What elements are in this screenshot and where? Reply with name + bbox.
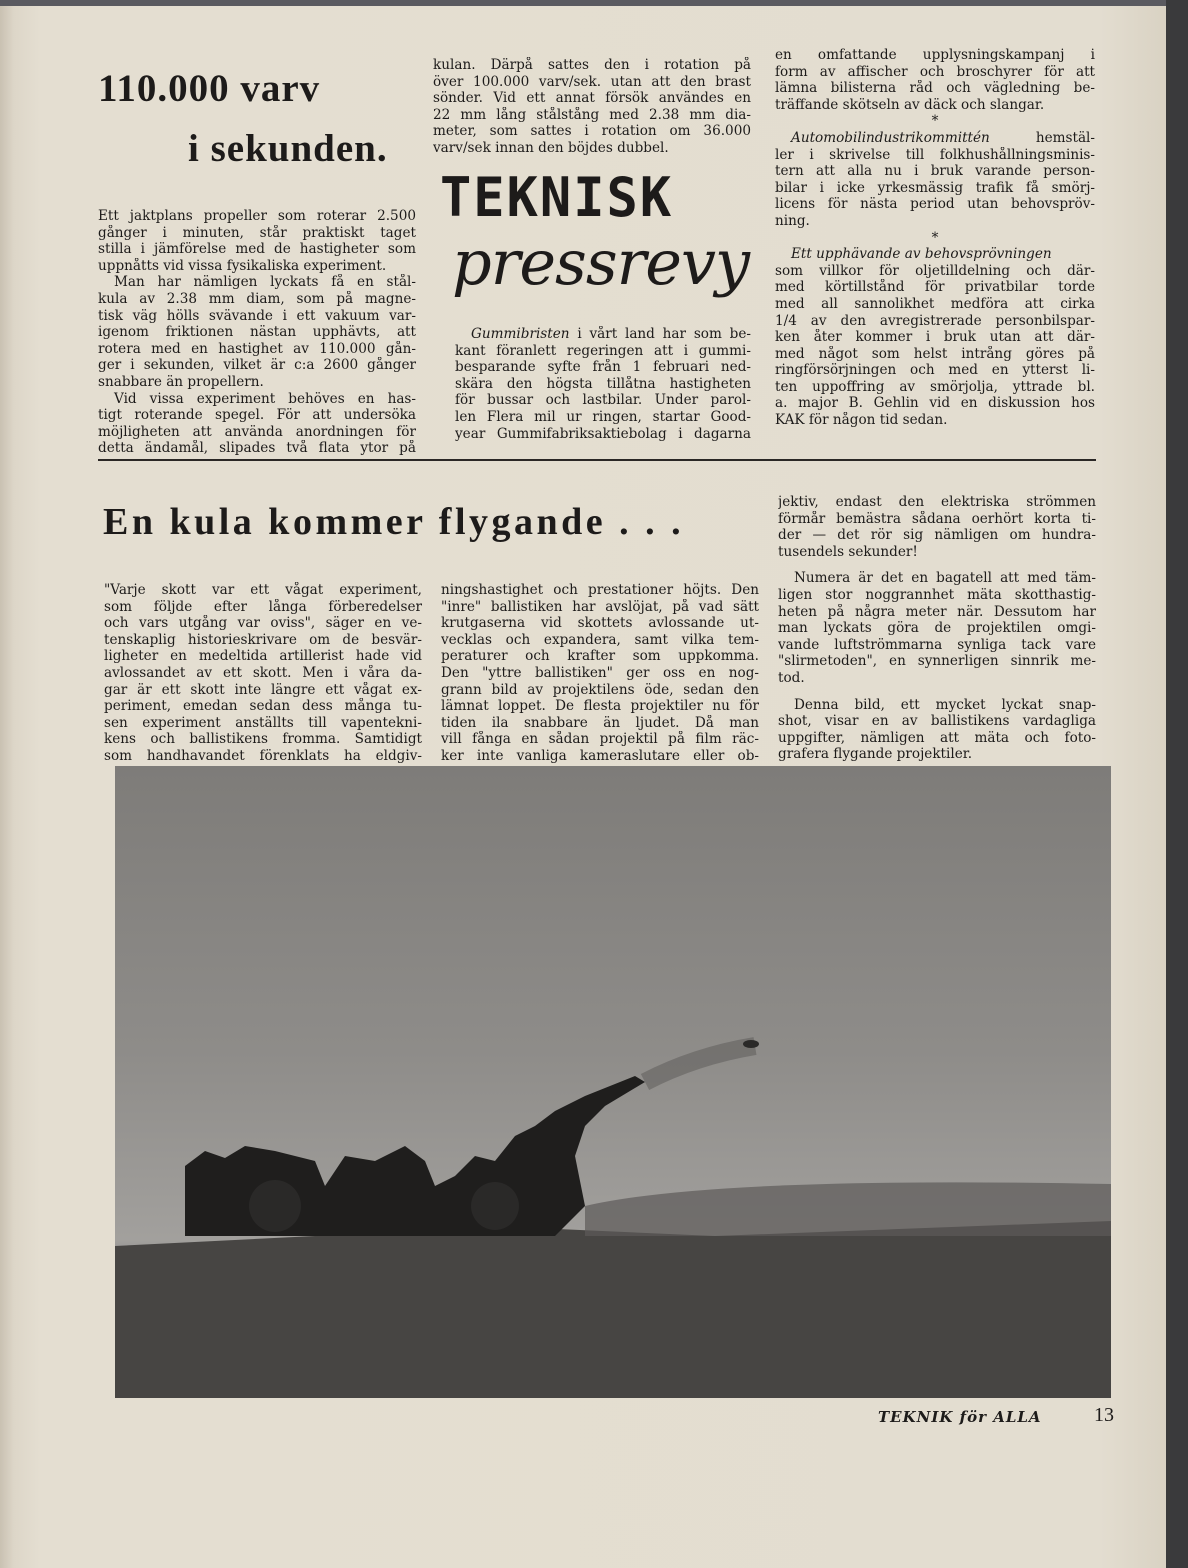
text-line: year Gummifabriksaktiebolag i dagarna: [455, 425, 751, 442]
text-line: ligen stor noggrannhet mäta skotthastig-: [778, 586, 1096, 603]
text-line-rest: hemstäl-: [989, 129, 1095, 146]
text-line: uppnåtts vid vissa fysikaliska experiment.: [98, 257, 387, 274]
text-line: form av affischer och broschyrer för att: [775, 63, 1095, 80]
text-line: Man har nämligen lyckats få en stål-: [114, 274, 416, 291]
text-line: över 100.000 varv/sek. utan att den brast: [433, 73, 751, 90]
page-number: 13: [1094, 1404, 1114, 1426]
article2-title: En kula kommer flygande . . .: [103, 501, 685, 543]
text-line: ringförsörjningen och med en ytterst li-: [775, 362, 1095, 379]
separator-asterisk: *: [931, 113, 939, 130]
text-line: avlossandet av ett skott. Men i våra da-: [104, 664, 422, 681]
text-line: KAK för någon tid sedan.: [775, 412, 948, 429]
lead-phrase: Gummibristen: [471, 326, 570, 342]
magazine-name: TEKNIK för ALLA: [878, 1408, 1042, 1426]
article1-title-line2: i sekunden.: [188, 127, 388, 170]
text-line: lämna bilisterna råd och vägledning be-: [775, 80, 1095, 97]
text-line: Den "yttre ballistiken" ger oss en nog-: [441, 664, 759, 681]
text-line: rotera med en hastighet av 110.000 gån-: [98, 340, 416, 357]
article2-column-3: [778, 494, 1096, 763]
article1-title-line1: 110.000 varv: [98, 67, 321, 110]
text-line: ker inte vanliga kameraslutare eller ob-: [441, 747, 759, 764]
text-line: med körtillstånd för privatbilar torde: [775, 279, 1095, 296]
pressrevy-logo-teknisk: TEKNISK: [440, 166, 674, 230]
text-line: "Varje skott var ett vågat experiment,: [104, 582, 422, 598]
text-line: ningshastighet och prestationer höjts. Den: [441, 582, 759, 598]
text-line: [775, 246, 1095, 263]
pressrevy-logo-script: pressrevy: [452, 226, 750, 299]
text-line: peraturer och krafter som uppkomma.: [441, 648, 759, 665]
text-line: bilar i icke yrkesmässig trafik få smörj-: [775, 179, 1095, 196]
text-line: vill fånga en sådan projektil på film räc-: [441, 731, 759, 748]
artillery-photo: [115, 766, 1111, 1398]
text-line: periment, emedan sedan dess många tu-: [104, 698, 422, 715]
text-line: gar är ett skott inte längre ett vågat ex-: [104, 681, 422, 698]
separator-asterisk: *: [931, 229, 939, 246]
text-line: uppgifter, nämligen att mäta och foto-: [778, 729, 1096, 746]
text-line: [455, 326, 751, 343]
text-line: man lyckats göra de projektilen omgi-: [778, 620, 1096, 637]
text-line: förmår bemästra sådana oerhört korta ti-: [778, 510, 1096, 527]
text-line: gånger i minuten, står praktiskt taget: [98, 224, 416, 241]
text-line: kulan. Därpå sattes den i rotation på: [433, 57, 751, 73]
text-line: kula av 2.38 mm diam, som på magne-: [98, 290, 416, 307]
text-line: snabbare än propellern.: [98, 373, 264, 390]
article2-column-2: [441, 582, 759, 765]
article2-column-1: [104, 582, 422, 765]
text-line: Denna bild, ett mycket lyckat snap-: [794, 696, 1096, 713]
text-line: tern att alla nu i bruk varande person-: [775, 163, 1095, 180]
text-line: shot, visar en av ballistikens vardagliga: [778, 713, 1096, 730]
text-line: grafera flygande projektiler.: [778, 746, 973, 763]
text-line: ken åter kommer i bruk utan att där-: [775, 329, 1095, 346]
artillery-silhouette: [115, 766, 1111, 1398]
text-line: 22 mm lång stålstång med 2.38 mm dia-: [433, 106, 751, 123]
text-line: kant föranlett regeringen att i gummi-: [455, 342, 751, 359]
text-line: len Flera mil ur ringen, startar Good-: [455, 408, 751, 425]
text-line: der — det rör sig nämligen om hundra-: [778, 527, 1096, 544]
scan-edge: [0, 0, 1166, 6]
text-line: sen experiment anställts till vapentekni-: [104, 714, 422, 731]
text-line: heten på några meter när. Dessutom har: [778, 603, 1096, 620]
article1-column-1: [98, 208, 416, 457]
text-line: tisk väg hölls svävande i ett vakuum var-: [98, 307, 416, 324]
text-line: med all sannolikhet medföra att cirka: [775, 295, 1095, 312]
text-line: igenom friktionen nästan upphävts, att: [98, 324, 416, 341]
text-line: sönder. Vid ett annat försök användes en: [433, 90, 751, 107]
text-line: a. major B. Gehlin vid en diskussion hos: [775, 395, 1095, 412]
text-line: tod.: [778, 669, 805, 686]
text-line: ning.: [775, 212, 810, 229]
lead-phrase: Ett upphävande av behovsprövningen: [791, 246, 1052, 263]
text-line: som handhavandet förenklats ha eldgiv-: [104, 747, 422, 764]
text-line: som följde efter långa förberedelser: [104, 598, 422, 615]
text-line: Ett jaktplans propeller som roterar 2.500: [98, 208, 416, 224]
text-line: ger i sekunden, vilket är c:a 2600 gånger: [98, 357, 416, 374]
text-line: varv/sek innan den böjdes dubbel.: [433, 139, 669, 156]
text-line: tiden ila snabbare än ljudet. Då man: [441, 714, 759, 731]
text-line: licens för nästa period utan behovspröv-: [775, 196, 1095, 213]
text-line: "slirmetoden", en synnerligen sinnrik me-: [778, 653, 1096, 670]
text-line: ler i skrivelse till folkhushållningsminis-: [775, 146, 1095, 163]
text-line: kens och ballistikens fromma. Samtidigt: [104, 731, 422, 748]
text-line: 1/4 av den avregistrerade personbilspar-: [775, 312, 1095, 329]
text-line: lämnat loppet. De flesta projektiler nu för: [441, 698, 759, 715]
text-line: "inre" ballistiken har avslöjat, på vad sätt: [441, 598, 759, 615]
text-line: och vars utgång var oviss", säger en ve-: [104, 615, 422, 632]
article1-column-2: [433, 57, 751, 157]
text-line: vande luftströmmarna synliga tack vare: [778, 636, 1096, 653]
text-line: för bussar och lastbilar. Under parol-: [455, 392, 751, 409]
text-line: jektiv, endast den elektriska strömmen: [778, 494, 1096, 510]
text-line: möjligheten att använda anordningen för: [98, 423, 416, 440]
text-line: tenskaplig historieskrivare om de besvär-: [104, 631, 422, 648]
text-line: skära den högsta tillåtna hastigheten: [455, 375, 751, 392]
text-line: som villkor för oljetilldelning och där-: [775, 262, 1095, 279]
text-line: besparande syfte från 1 februari ned-: [455, 359, 751, 376]
text-line: vecklas och expandera, samt vilka tem-: [441, 631, 759, 648]
text-line: krutgaserna vid skottets avlossande ut-: [441, 615, 759, 632]
text-line: grann bild av projektilens öde, sedan den: [441, 681, 759, 698]
text-line: med något som helst intrång göres på: [775, 345, 1095, 362]
text-line: träffande skötseln av däck och slangar.: [775, 96, 1045, 113]
text-line: Numera är det en bagatell att med täm-: [794, 570, 1096, 587]
text-line: Vid vissa experiment behöves en has-: [114, 390, 416, 407]
text-line-rest: i vårt land har som be-: [569, 326, 751, 342]
lead-phrase: Automobilindustrikommittén: [791, 129, 990, 146]
section-divider: [98, 459, 1096, 461]
text-line: tusendels sekunder!: [778, 543, 918, 560]
text-line: meter, som sattes i rotation om 36.000: [433, 123, 751, 140]
text-line: stilla i jämförelse med de hastigheter som: [98, 241, 416, 258]
text-line: tigt roterande spegel. För att undersöka: [98, 407, 416, 424]
text-line: [775, 130, 1095, 147]
text-line: detta ändamål, slipades två flata ytor på: [98, 440, 416, 457]
text-line: ten uppoffring av smörjolja, yttrade bl.: [775, 378, 1095, 395]
text-line: en omfattande upplysningskampanj i: [775, 47, 1095, 63]
pressrevy-column-1: [455, 326, 751, 442]
pressrevy-column-2: [775, 47, 1095, 429]
text-line: ligheter en medeltida artillerist hade vid: [104, 648, 422, 665]
